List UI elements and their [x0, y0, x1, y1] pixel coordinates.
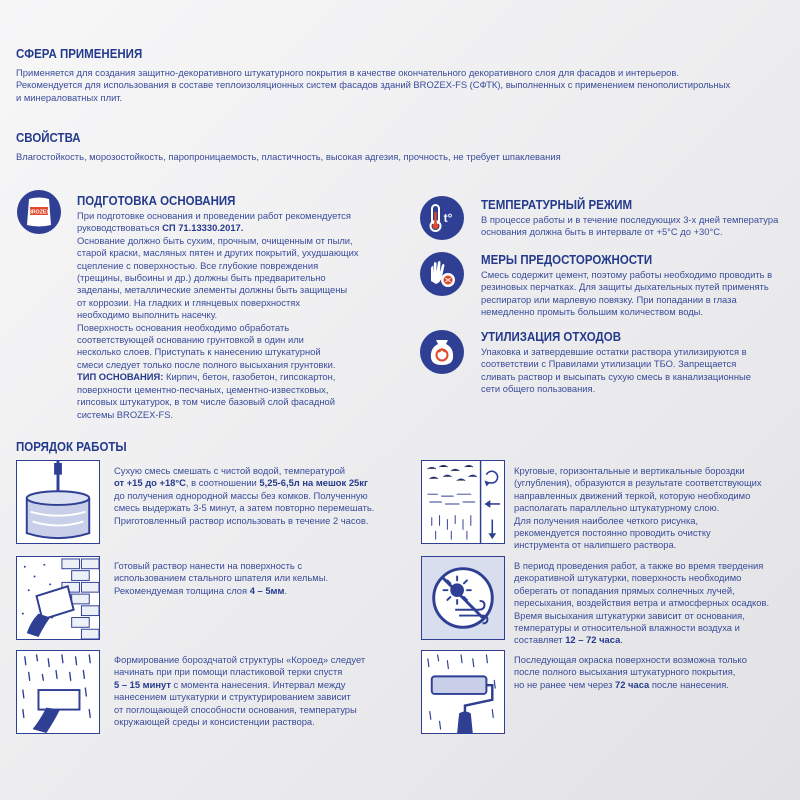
- paint-roller-illustration: [421, 650, 505, 734]
- bag-logo-text: BROZEX: [28, 209, 50, 216]
- gloves-respirator-icon: [420, 252, 464, 296]
- temperature-title: ТЕМПЕРАТУРНЫЙ РЕЖИМ: [481, 198, 633, 212]
- svg-text:t°: t°: [443, 211, 453, 225]
- properties-text: Влагостойкость, морозостойкость, паропроницаемость, пластичность, высокая адгезия, прочность, не требует шпаклевания: [16, 151, 561, 162]
- disposal-text: Упаковка и затвердевшие остатки раствора утилизируются в соответствии с Правилами утилизации ТБО. Запрещается сливать раствор и высыпать сухую смесь в канализационные сети общего пользования.: [481, 346, 751, 395]
- step5-text: В период проведения работ, а также во время твердения декоративной штукатурки, поверхность необходимо оберегать от попадания прямых солнечных лучей, пересыхания, воздействия ветра и атмосферных осадков. Время высыхания штукатурки зависит от основания, температуры и относительной влажности воздуха и составляет 12 – 72 часа.: [514, 560, 770, 646]
- groove-patterns-illustration: [421, 460, 505, 544]
- scope-text: Применяется для создания защитно-декоративного штукатурного покрытия в качестве окончательного декоративного слоя для фасадов и интерьеров. Рекомендуется для использования в составе теплоизоляционных систем фасадов зданий BROZEX-FS (СФТК), выполненных с применением пенополистирольных и минераловатных плит.: [16, 67, 731, 103]
- thermometer-icon: [420, 196, 464, 240]
- procedure-title: ПОРЯДОК РАБОТЫ: [16, 440, 127, 454]
- preparation-title: ПОДГОТОВКА ОСНОВАНИЯ: [77, 194, 236, 208]
- step2-text: Готовый раствор нанести на поверхность с использованием стального шпателя или кельмы. Рекомендуемая толщина слоя 4 – 5мм.: [114, 560, 329, 596]
- step6-text: Последующая окраска поверхности возможна только после полного высыхания штукатурного покрытия, но не ранее чем через 72 часа после нанесения.: [514, 654, 747, 690]
- no-sun-wind-illustration: [421, 556, 505, 640]
- step3-text: Формирование бороздчатой структуры «Короед» следует начинать при при помощи пластиковой терки спустя 5 – 15 минут с момента нанесения. Интервал между нанесением штукатурки и структурированием зависит от поглощающей способности основания, температуры окружающей среды и консистенции раствора.: [114, 654, 366, 728]
- float-structuring-illustration: [16, 650, 100, 734]
- preparation-text: При подготовке основания и проведении работ рекомендуется руководствоваться СП 71.13330.2017. Основание должно быть сухим, прочным, очищенным от пыли, старой краски, масляных пятен и других покрытий, ухудшающих сцепление с поверхностью. Все глубокие повреждения (трещины, выбоины и др.) должны быть предварительно заделаны, металлические элементы должны быть защищены от коррозии. На гладких и глянцевых поверхностях необходимо выполнить насечку. Поверхность основания необходимо обработать соответствующей основанию грунтовкой в один или несколько слоев. Приступать к нанесению штукатурной смеси следует только после полного высыхания грунтовки. ТИП ОСНОВАНИЯ: Кирпич, бетон, газобетон, гипсокартон, поверхности цементно-песчаных, цементно-известковых, гипсовых штукатурок, в том числе базовый слой фасадной системы BROZEX-FS.: [77, 210, 359, 420]
- step4-text: Круговые, горизонтальные и вертикальные бороздки (углубления), образуются в результате соответствующих направленных движений теркой, которую необходимо располагать параллельно штукатурному слою. Для получения наиболее четкого рисунка, рекомендуется постоянно проводить очистку инструмента от налипшего раствора.: [514, 465, 762, 551]
- mixing-illustration: [16, 460, 100, 544]
- precautions-text: Смесь содержит цемент, поэтому работы необходимо проводить в резиновых перчатках. Для защиты дыхательных путей применять респиратор или марлевую повязку. При попадании в глаза немедленно промыть большим количеством воды.: [481, 269, 773, 318]
- properties-title: СВОЙСТВА: [16, 131, 81, 145]
- disposal-title: УТИЛИЗАЦИЯ ОТХОДОВ: [481, 330, 621, 344]
- cement-bag-icon: [17, 190, 61, 234]
- precautions-title: МЕРЫ ПРЕДОСТОРОЖНОСТИ: [481, 253, 653, 267]
- trowel-application-illustration: [16, 556, 100, 640]
- step1-text: Сухую смесь смешать с чистой водой, температурой от +15 до +18°С, в соотношении 5,25-6,5л на мешок 25кг до получения однородной массы без комков. Полученную смесь выдержать 3-5 минут, а затем повторно перемешать. Приготовленный раствор использовать в течение 2 часов.: [114, 465, 375, 526]
- temperature-text: В процессе работы и в течение последующих 3-х дней температура основания должна быть в интервале от +5°С до +30°С.: [481, 214, 779, 238]
- recycle-bag-icon: [420, 330, 464, 374]
- scope-title: СФЕРА ПРИМЕНЕНИЯ: [16, 47, 143, 61]
